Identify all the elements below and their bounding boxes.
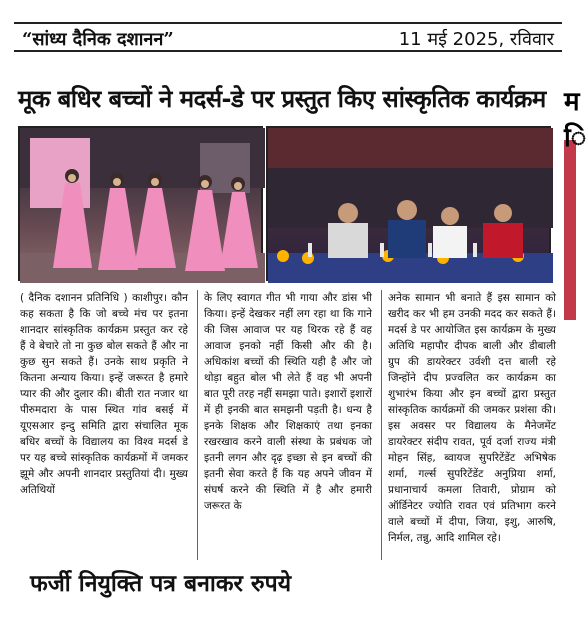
cropped-headline-fragment: म [564, 87, 580, 117]
masthead [14, 22, 562, 52]
cropped-headline-fragment-2: ि [564, 123, 586, 153]
second-headline: फर्जी नियुक्ति पत्र बनाकर रुपये [30, 571, 292, 597]
article-column-3: अनेक सामान भी बनाते हैं इस सामान को खरीद कर भी हम उनकी मदद कर सकते हैं। मदर्स डे पर आयोजित इस कार्यक्रम के मुख्य अतिथि महापौर दीपक बाली और डीबाली ग्रुप की डायरेक्टर उर्वशी दत्त बाली रहे जिन्होंने दीप प्रज्वलित कर कार्यक्रम का शुभारंभ किया और इन बच्चों द्वारा प्रस्तुत सांस्कृतिक कार्यक्रमों की जमकर प्रशंसा की। इस अवसर पर विद्यालय के मैनेजमेंट डायरेक्टर संदीप रावत, पूर्व दर्जा राज्य मंत्री मोहन सिंह, ब्वायज सुपरिटेंडेंट अभिषेक शर्मा, गर्ल्स सुपरिटेंडेंट अनुप्रिया शर्मा, प्रधानाचार्य कमला तिवारी, प्रोग्राम को ऑर्डिनेटर ज्योति रावत एवं प्रतिभाग करने वाले बच्चों में दीपा, जिया, इशु, आरुषि, निर्मल, तन्नु, आदि शामिल रहे। [388, 292, 556, 544]
dancing-scene-graphic [20, 128, 265, 283]
issue-date: 11 मई 2025, रविवार [398, 29, 554, 50]
article-column-2: के लिए स्वागत गीत भी गाया और डांस भी किया। इन्हें देखकर नहीं लग रहा था कि गाने की जिस आवाज पर यह थिरक रहे हैं वह आवाज इनको नहीं किसी और की है। अधिकांश बच्चों की स्थिति यही है और जो थोड़ा बहुत बोल भी लेते हैं वह भी अपनी बात पूरी तरह नहीं समझा पाते। इशारों इशारों में ही इनकी बात समझनी पड़ती है। धन्य है इनके शिक्षक और शिक्षकाएं तथा इनका रखरखाव करने वाली संस्था के प्रबंधक जो इतनी लगन और दृढ़ इच्छा से इन बच्चों की इतनी सेवा करते हैं कि यह अपने जीवन में संघर्ष करने की स्थिति में है और हमारी जरूरत के [204, 292, 372, 512]
guests-scene-graphic [268, 128, 553, 283]
paper-name: “सांध्य दैनिक दशानन” [22, 29, 174, 50]
photo-children-dancing [18, 126, 263, 281]
column-divider [197, 290, 198, 560]
photo-cropped-edge [564, 140, 576, 320]
article-column-1: ( दैनिक दशानन प्रतिनिधि ) काशीपुर। कौन कह सकता है कि जो बच्चे मंच पर इतना शानदार सांस्कृतिक कार्यक्रम प्रस्तुत कर रहे हैं वे बेचारे तो ना कुछ बोल सकते हैं और ना कुछ सुन सकते हैं। उनके साथ प्रकृति ने कितना अन्याय किया। इन्हें जरूरत है हमारे प्यार की और दुलार की। बीती रात नजार था पीरुमदारा के पास स्थित गांव बसई में यूएसआर इन्दु समिति द्वारा संचालित मूक बधिर बच्चों के विद्यालय का विश्व मदर्स डे पर यह बच्चे सांस्कृतिक कार्यक्रमों में जमकर झूमे और अपनी शानदार प्रस्तुतियां दी। मुख्य अतिथियों [20, 292, 188, 496]
photo-chief-guests [266, 126, 551, 281]
headline: मूक बधिर बच्चों ने मदर्स-डे पर प्रस्तुत किए सांस्कृतिक कार्यक्रम [18, 85, 546, 113]
column-divider [381, 290, 382, 560]
